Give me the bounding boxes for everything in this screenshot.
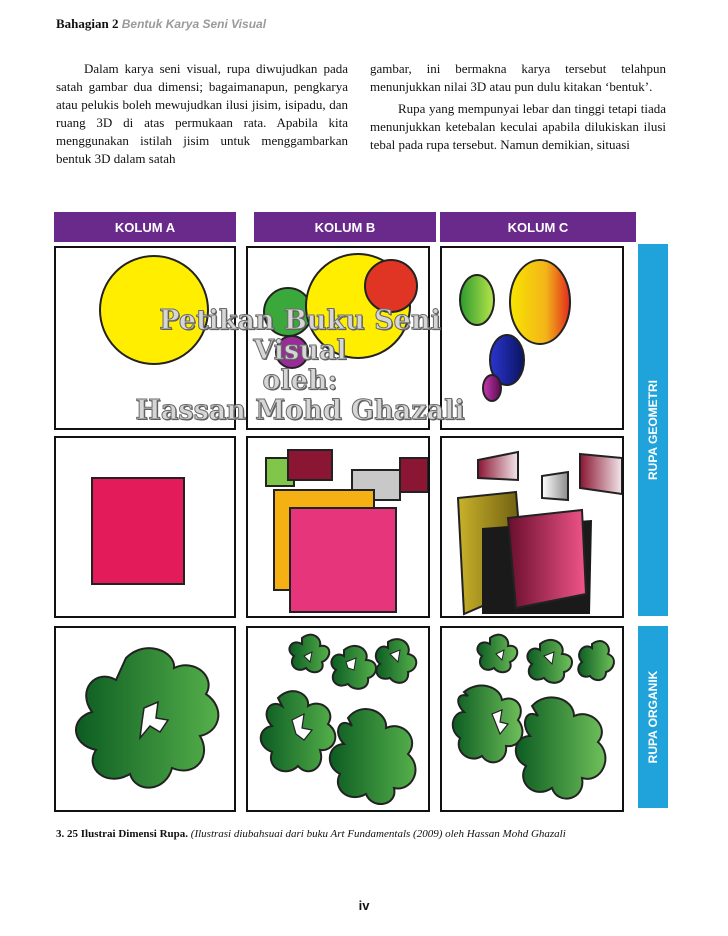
page-header [56, 16, 266, 32]
watermark-line: Petikan Buku Seni [159, 305, 441, 336]
column-header-b: KOLUM B [254, 212, 436, 242]
column-header-c: KOLUM C [440, 212, 636, 242]
caption-source: (Ilustrasi diubahsuai dari buku Art Fundamentals (2009) oleh Hassan Mohd Ghazali [190, 828, 566, 840]
page-number: iv [358, 898, 370, 913]
panel-squares-overlap [246, 436, 430, 618]
organic-shape-illustration [56, 628, 234, 810]
column-header-a: KOLUM A [54, 212, 236, 242]
overlapping-squares-illustration [248, 438, 428, 616]
body-paragraph: gambar, ini bermakna karya tersebut telahpun menunjukkan nilai 3D atau pun dulu kitakan ‘bentuk’. [370, 61, 666, 94]
side-label-organik-text: RUPA ORGANIK [646, 670, 660, 764]
organic-clusters-illustration [248, 628, 428, 810]
panel-organic-flat [54, 626, 236, 812]
side-label-geometri-text: RUPA GEOMETRI [646, 379, 660, 481]
text-column-right [370, 60, 666, 154]
chapter-subtitle: Bentuk Karya Seni Visual [121, 17, 267, 31]
watermark-line: Visual [253, 335, 347, 366]
text-column-left [56, 60, 348, 168]
body-paragraph: Rupa yang mempunyai lebar dan tinggi tetapi tiada menunjukkan ketebalan keculai apabila dilukiskan ilusi tebal pada rupa tersebut. Namun demikian, situasi [370, 101, 666, 152]
watermark-text [120, 306, 480, 426]
chapter-label: Bahagian 2 [56, 16, 119, 31]
watermark-line: Hassan Mohd Ghazali [135, 395, 465, 426]
panel-squares-3d [440, 436, 624, 618]
figure-caption [56, 828, 566, 840]
panel-square-flat [54, 436, 236, 618]
caption-title: Ilustrai Dimensi Rupa. [80, 828, 189, 840]
side-label-organik [638, 626, 668, 808]
perspective-planes-illustration [442, 438, 622, 616]
caption-number: 3. 25 [56, 828, 78, 840]
panel-organic-overlap [246, 626, 430, 812]
flat-square-illustration [56, 438, 234, 616]
panel-organic-3d [440, 626, 624, 812]
body-paragraph: Dalam karya seni visual, rupa diwujudkan pada satah gambar dua dimensi; bagaimanapun, pengkarya atau pelukis boleh mewujudkan ilusi jisim, isipadu, dan ruang 3D di atas permukaan rata. Apabila kita menggunakan istilah jisim untuk menggambarkan bentuk 3D dalam satah [56, 61, 348, 166]
organic-depth-illustration [442, 628, 622, 810]
watermark-line: oleh: [262, 365, 338, 396]
side-label-geometri [638, 244, 668, 616]
